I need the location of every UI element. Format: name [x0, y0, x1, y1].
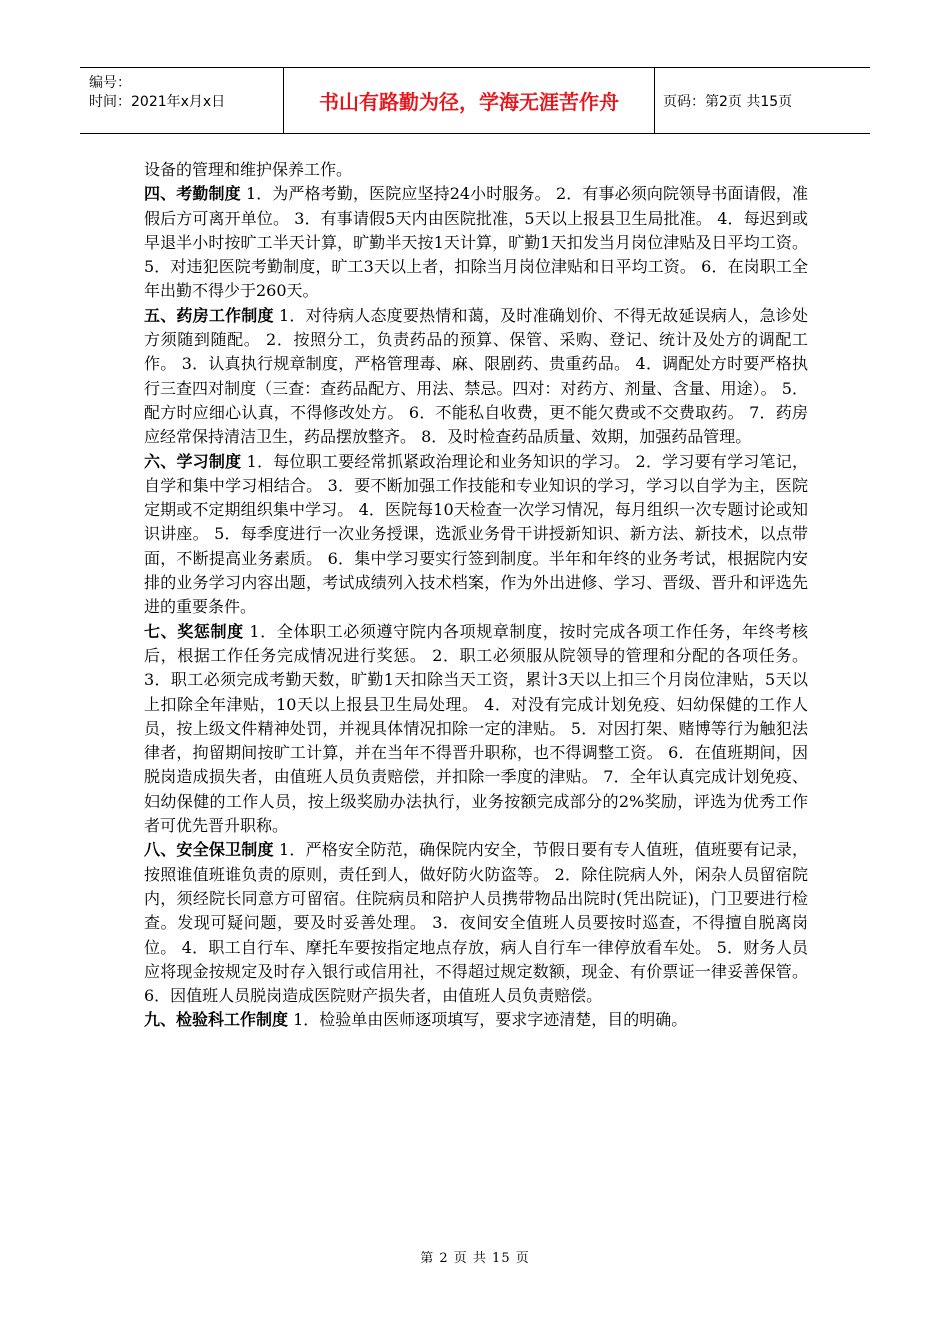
document-time-label: 时间：2021年x月x日 — [89, 94, 226, 110]
section-title: 七、奖惩制度 — [144, 621, 244, 641]
section-title: 九、检验科工作制度 — [144, 1010, 289, 1030]
section-laboratory — [144, 1008, 808, 1032]
section-security — [144, 838, 808, 1008]
section-title: 八、安全保卫制度 — [144, 840, 274, 860]
section-rewards-penalties — [144, 620, 808, 839]
section-text: 1．全体职工必须遵守院内各项规章制度，按时完成各项工作任务，年终考核后，根据工作任务完成情况进行奖惩。 2．职工必须服从院领导的管理和分配的各项任务。 3．职工必须完成考勤天数，旷勤1天扣除当天工资，累计3天以上扣三个月岗位津贴，5天以上扣除全年津贴，10天以上报县卫生局处理。 4．对没有完成计划免疫、妇幼保健的工作人员，按上级文件精神处罚，并视具体情况扣除一定的津贴。 5．对因打架、赌博等行为触犯法律者，拘留期间按旷工计算，并在当年不得晋升职称，也不得调整工资。 6．在值班期间，因脱岗造成损失者，由值班人员负责赔偿，并扣除一季度的津贴。 7．全年认真完成计划免疫、妇幼保健的工作人员，按上级奖励办法执行，业务按额完成部分的2%奖励，评选为优秀工作者可优先晋升职称。 — [144, 621, 808, 836]
document-number-label: 编号： — [89, 75, 131, 91]
header-motto: 书山有路勤为径，学海无涯苦作舟 — [283, 68, 655, 133]
page-header — [80, 67, 870, 134]
section-pharmacy — [144, 304, 808, 450]
intro-paragraph: 设备的管理和维护保养工作。 — [144, 160, 353, 179]
header-meta — [80, 68, 283, 133]
header-page-label: 页码：第2页 共15页 — [663, 93, 793, 110]
section-text: 1．对待病人态度要热情和蔼，及时准确划价、不得无故延误病人，急诊处方须随到随配。 2．按照分工，负责药品的预算、保管、采购、登记、统计及处方的调配工作。 3．认真执行规章制度，严格管理毒、麻、限剧药、贵重药品。 4．调配处方时要严格执行三查四对制度（三查：查药品配方、用法、禁忌。四对：对药方、剂量、含量、用途）。 5．配方时应细心认真，不得修改处方。 6．不能私自收费，更不能欠费或不交费取药。 7．药房应经常保持清洁卫生，药品摆放整齐。 8．及时检查药品质量、效期，加强药品管理。 — [144, 305, 808, 447]
section-attendance — [144, 182, 808, 303]
document-body — [144, 158, 808, 1033]
section-title: 六、学习制度 — [144, 451, 242, 471]
section-text: 1．每位职工要经常抓紧政治理论和业务知识的学习。 2．学习要有学习笔记，自学和集中学习相结合。 3．要不断加强工作技能和专业知识的学习，学习以自学为主，医院定期或不定期组织集中学习。 4．医院每10天检查一次学习情况，每月组织一次专题讨论或知识讲座。 5．每季度进行一次业务授课，选派业务骨干讲授新知识、新方法、新技术，以点带面，不断提高业务素质。 6．集中学习要实行签到制度。半年和年终的业务考试，根据院内安排的业务学习内容出题，考试成绩列入技术档案，作为外出进修、学习、晋级、晋升和评选先进的重要条件。 — [144, 451, 808, 617]
section-title: 四、考勤制度 — [144, 184, 241, 204]
section-text: 1．检验单由医师逐项填写，要求字迹清楚，目的明确。 — [288, 1010, 688, 1030]
section-text: 1．为严格考勤，医院应坚持24小时服务。 2．有事必须向院领导书面请假，准假后方可离开单位。 3．有事请假5天内由医院批准，5天以上报县卫生局批准。 4．每迟到或早退半小时按旷工半天计算，旷勤半天按1天计算，旷勤1天扣发当月岗位津贴及日平均工资。 5．对违犯医院考勤制度，旷工3天以上者，扣除当月岗位津贴和日平均工资。 6．在岗职工全年出勤不得少于260天。 — [144, 184, 808, 301]
section-text: 1．严格安全防范，确保院内安全，节假日要有专人值班，值班要有记录，按照谁值班谁负责的原则，责任到人，做好防火防盗等。 2．除住院病人外，闲杂人员留宿院内，须经院长同意方可留宿。住院病员和陪护人员携带物品出院时(凭出院证)，门卫要进行检查。发现可疑问题，要及时妥善处理。 3．夜间安全值班人员要按时巡查，不得擅自脱离岗位。 4．职工自行车、摩托车要按指定地点存放，病人自行车一律停放看车处。 5．财务人员应将现金按规定及时存入银行或信用社，不得超过规定数额，现金、有价票证一律妥善保管。 6．因值班人员脱岗造成医院财产损失者，由值班人员负责赔偿。 — [144, 840, 808, 1006]
section-title: 五、药房工作制度 — [144, 305, 274, 325]
section-study — [144, 450, 808, 620]
page-footer: 第 2 页 共 15 页 — [420, 1251, 530, 1266]
